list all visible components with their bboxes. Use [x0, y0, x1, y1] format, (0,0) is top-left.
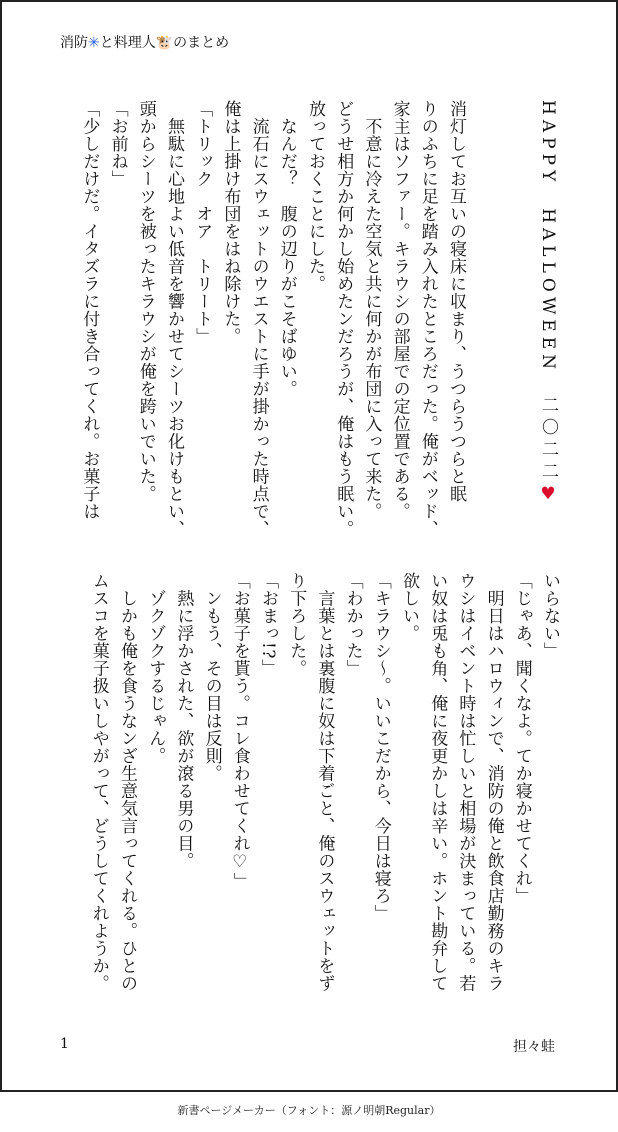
- text-column: 「おまっ!?」: [258, 572, 278, 677]
- app-caption: 新書ページメーカー（フォント：源ノ明朝Regular）: [177, 1104, 441, 1117]
- text-column: 「じゃあ、聞くなよ。てか寝かせてくれ」: [511, 572, 532, 905]
- text-column: なんだ？ 腹の辺りがこそばゆい。: [276, 100, 297, 398]
- text-column: 「お菓子を貰う。コレ食わせてくれ♡」: [229, 572, 250, 890]
- text-column: 家主はソファー。キラウシの部屋での定位置である。: [389, 100, 410, 520]
- page-header: [60, 34, 229, 52]
- animal-face-icon: 🐮: [155, 35, 174, 51]
- author-name: 担々蛙: [513, 1039, 555, 1055]
- page-number: 1: [60, 1036, 69, 1052]
- text-column: り下ろした。: [286, 572, 307, 677]
- text-column: 放っておくことにした。: [305, 100, 325, 293]
- text-column: どうせ相方か何かし始めたンだろうが、俺はもう眠い。: [333, 100, 354, 538]
- text-column: ゾクゾクするじゃん。: [145, 572, 166, 765]
- text-column: 「わかった」: [342, 572, 363, 677]
- text-column: 言葉とは裏腹に奴は下着ごと、俺のスウェットをず: [314, 572, 335, 992]
- text-column: しかも俺を食うなンざ生意気言ってくれる。ひとの: [117, 572, 137, 992]
- text-column: 「キラウシ〜。いいこだから、今日は寝ろ」: [370, 572, 391, 922]
- text-column: 「少しだけだ。イタズラに付き合ってくれ。お菓子は: [79, 100, 100, 520]
- text-column: りのふちに足を踏み入れたところだった。俺がベッド、: [417, 100, 438, 538]
- story-title: [536, 100, 561, 509]
- title-text: HAPPY HALLOWEEN 二〇二二: [538, 100, 558, 484]
- text-column: い奴は兎も角、俺に夜更かしは辛い。ホント勘弁して: [427, 572, 448, 992]
- text-column: 無駄に心地よい低音を響かせてシーツお化けもとい、: [164, 100, 184, 538]
- text-column: いらない」: [540, 572, 560, 660]
- text-column: 頭からシーツを被ったキラウシが俺を跨いでいた。: [135, 100, 156, 503]
- text-column: 「お前ね」: [107, 100, 128, 188]
- header-middle: と料理人: [99, 35, 156, 51]
- text-column: 不意に冷えた空気と共に何かが布団に入って来た。: [361, 100, 382, 520]
- text-column: 欲しい。: [399, 572, 419, 642]
- text-column: ムスコを菓子扱いしやがって、どうしてくれようか。: [88, 572, 109, 992]
- heart-icon: ♥: [538, 484, 558, 509]
- text-column: 熱に浮かされた、欲が滾る男の目。: [173, 572, 194, 870]
- text-column: ウシはイベント時は忙しいと相場が決まっている。若: [455, 572, 476, 992]
- text-column: 「トリック オア トリート」: [192, 100, 213, 345]
- text-column: 消灯してお互いの寝床に収まり、うつらうつらと眠: [446, 100, 466, 503]
- text-column: ンもう、その目は反則。: [201, 572, 222, 782]
- text-column: 流石にスウェットのウエストに手が掛かった時点で、: [248, 100, 269, 538]
- snowflake-icon: ✳: [88, 35, 100, 51]
- text-column: 俺は上掛け布団をはね除けた。: [220, 100, 241, 345]
- header-prefix: 消防: [60, 35, 88, 51]
- text-column: 明日はハロウィンで、消防の俺と飲食店勤務のキラ: [483, 572, 504, 992]
- header-suffix: のまとめ: [173, 35, 230, 51]
